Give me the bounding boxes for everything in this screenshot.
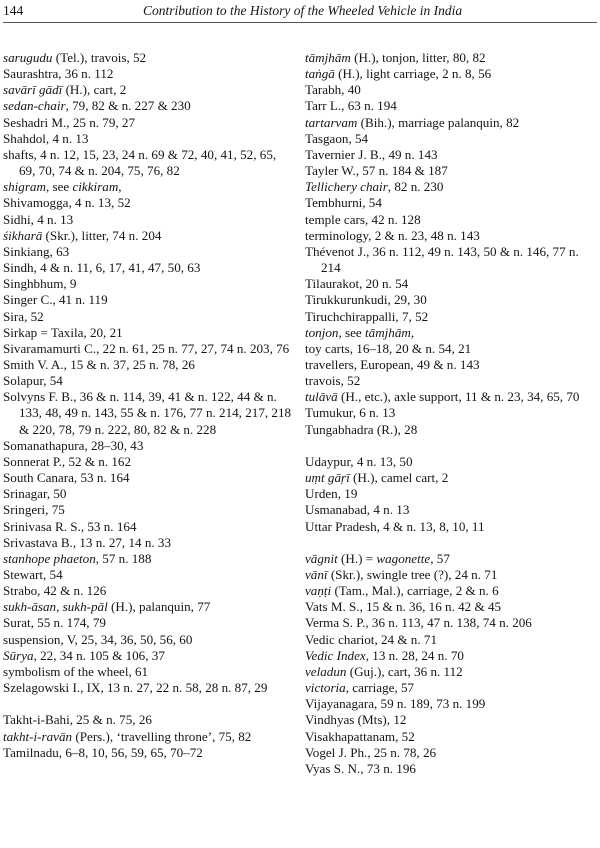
- index-text: (H.) =: [337, 550, 377, 566]
- index-entry: [3, 195, 295, 211]
- index-entry: [3, 438, 295, 454]
- index-text: , carriage, 57: [345, 680, 415, 696]
- index-entry: [3, 309, 295, 325]
- index-entry: [3, 341, 295, 357]
- index-entry: [305, 50, 597, 66]
- index-text: Tavernier J. B., 49 n. 143: [305, 146, 438, 162]
- index-term-italic: sedan-chair: [3, 98, 66, 114]
- index-entry: [305, 599, 597, 615]
- index-entry: [305, 664, 597, 680]
- index-entry: [305, 325, 597, 341]
- index-entry: [3, 551, 295, 567]
- index-text: Strabo, 42 & n. 126: [3, 583, 107, 599]
- index-entry: [305, 341, 597, 357]
- index-entry: [305, 648, 597, 664]
- index-text: , 82 n. 230: [387, 179, 444, 195]
- index-text: travois, 52: [305, 373, 361, 389]
- index-entry: [3, 82, 295, 98]
- index-entry: [3, 212, 295, 228]
- index-text: Singhbhum, 9: [3, 276, 77, 292]
- index-entry: [3, 325, 295, 341]
- index-entry: [305, 163, 597, 179]
- index-text: Tilaurakot, 20 n. 54: [305, 276, 409, 292]
- index-text: (Skr.), swingle tree (?), 24 n. 71: [327, 566, 498, 582]
- index-term-italic: vaṇṭi: [305, 583, 332, 599]
- index-entry: [305, 228, 597, 244]
- index-entry: [305, 680, 597, 696]
- index-term-italic: cikkiram,: [72, 179, 122, 195]
- index-entry: [305, 131, 597, 147]
- index-text: Visakhapattanam, 52: [305, 728, 415, 744]
- index-entry: [3, 179, 295, 195]
- index-text: Vijayanagara, 59 n. 189, 73 n. 199: [305, 696, 486, 712]
- index-entry: [305, 179, 597, 195]
- index-entry: [3, 680, 295, 696]
- index-column-right: [305, 50, 597, 777]
- index-text: Solvyns F. B., 36 & n. 114, 39, 41 & n. 122, 44 & n. 133, 48, 49 n. 143, 55 & n. 176, 77 n. 214, 217, 218 & 220, 78, 79 n. 222, 80, 82 & n. 228: [3, 389, 292, 437]
- index-text: (H.), cart, 2: [62, 82, 127, 98]
- index-entry: [3, 66, 295, 82]
- index-text: Saurashtra, 36 n. 112: [3, 66, 114, 82]
- index-text: Somanathapura, 28–30, 43: [3, 437, 144, 453]
- index-entry: [3, 115, 295, 131]
- index-term-italic: shigram: [3, 179, 46, 195]
- index-text: Srivastava B., 13 n. 27, 14 n. 33: [3, 534, 172, 550]
- index-entry: [3, 454, 295, 470]
- index-text: Solapur, 54: [3, 373, 63, 389]
- index-term-italic: śikharā: [3, 227, 43, 243]
- index-entry: [3, 292, 295, 308]
- index-text: Smith V. A., 15 & n. 37, 25 n. 78, 26: [3, 356, 195, 372]
- index-entry: [3, 373, 295, 389]
- index-text: Vedic chariot, 24 & n. 71: [305, 631, 437, 647]
- index-entry: [305, 389, 597, 405]
- index-entry: [305, 519, 597, 535]
- index-text: Verma S. P., 36 n. 113, 47 n. 138, 74 n. 206: [305, 615, 532, 631]
- index-text: symbolism of the wheel, 61: [3, 663, 149, 679]
- index-entry: [3, 712, 295, 728]
- index-term-italic: Sūrya: [3, 647, 34, 663]
- index-entry: [305, 454, 597, 470]
- index-text: Singer C., 41 n. 119: [3, 292, 108, 308]
- index-text: Thévenot J., 36 n. 112, 49 n. 143, 50 & n. 146, 77 n. 214: [305, 243, 579, 276]
- index-text: (H.), camel cart, 2: [349, 470, 449, 486]
- index-entry: [3, 567, 295, 583]
- running-header: [3, 3, 597, 23]
- index-entry: [3, 632, 295, 648]
- index-term-italic: Vedic Index: [305, 647, 366, 663]
- index-text: (Tel.), travois, 52: [52, 50, 147, 65]
- index-term-italic: vāgnit: [305, 550, 338, 566]
- index-entry: [305, 82, 597, 98]
- index-entry: [305, 696, 597, 712]
- index-entry: [305, 615, 597, 631]
- index-entry: [305, 761, 597, 777]
- letter-group-gap: [305, 535, 597, 551]
- index-entry: [3, 244, 295, 260]
- index-term-italic: vānī: [305, 566, 328, 582]
- index-text: (H.), light carriage, 2 n. 8, 56: [334, 66, 492, 82]
- index-text: Srinivasa R. S., 53 n. 164: [3, 518, 137, 534]
- index-text: Tembhurni, 54: [305, 195, 382, 211]
- index-term-italic: takht-i-ravān: [3, 728, 73, 744]
- index-text: shafts, 4 n. 12, 15, 23, 24 n. 69 & 72, 40, 41, 52, 65, 69, 70, 74 & n. 204, 75, 76, 82: [3, 146, 277, 179]
- index-term-italic: victoria: [305, 680, 346, 696]
- index-entry: [305, 98, 597, 114]
- index-text: Tayler W., 57 n. 184 & 187: [305, 163, 448, 179]
- index-entry: [305, 212, 597, 228]
- index-entry: [305, 745, 597, 761]
- index-entry: [3, 729, 295, 745]
- index-term-italic: sukh-āsan, sukh-pāl: [3, 599, 108, 615]
- index-entry: [3, 260, 295, 276]
- index-text: Tumukur, 6 n. 13: [305, 405, 396, 421]
- index-text: Sirkap = Taxila, 20, 21: [3, 324, 123, 340]
- index-text: Tamilnadu, 6–8, 10, 56, 59, 65, 70–72: [3, 744, 203, 760]
- index-entry: [3, 357, 295, 373]
- index-text: Tungabhadra (R.), 28: [305, 421, 418, 437]
- index-entry: [3, 486, 295, 502]
- index-text: (Bih.), marriage palanquin, 82: [357, 114, 520, 130]
- index-text: Sinkiang, 63: [3, 243, 70, 259]
- index-text: Sonnerat P., 52 & n. 162: [3, 453, 132, 469]
- index-entry: [3, 470, 295, 486]
- index-term-italic: uṃt gāṛī: [305, 470, 350, 486]
- index-entry: [305, 115, 597, 131]
- index-entry: [305, 729, 597, 745]
- index-entry: [305, 276, 597, 292]
- index-term-italic: taṅgā: [305, 66, 335, 82]
- index-text: Vogel J. Ph., 25 n. 78, 26: [305, 744, 437, 760]
- index-text: (H.), palanquin, 77: [107, 599, 211, 615]
- index-entry: [3, 131, 295, 147]
- index-text: , see: [45, 179, 73, 195]
- index-text: , 13 n. 28, 24 n. 70: [365, 647, 464, 663]
- index-column-left: [3, 50, 295, 761]
- letter-group-gap: [3, 696, 295, 712]
- index-text: Tirukkurunkudi, 29, 30: [305, 292, 427, 308]
- index-term-italic: tonjon: [305, 324, 339, 340]
- index-text: , 57: [430, 550, 450, 566]
- index-text: (H.), tonjon, litter, 80, 82: [350, 50, 486, 65]
- index-text: Sindh, 4 & n. 11, 6, 17, 41, 47, 50, 63: [3, 260, 201, 276]
- running-title: Contribution to the History of the Wheeled Vehicle in India: [143, 3, 463, 18]
- index-text: Tiruchchirappalli, 7, 52: [305, 308, 429, 324]
- index-term-italic: tāmjhām: [305, 50, 351, 65]
- index-text: (Pers.), ‘travelling throne’, 75, 82: [72, 728, 252, 744]
- index-entry: [305, 502, 597, 518]
- index-text: Vats M. S., 15 & n. 36, 16 n. 42 & 45: [305, 599, 502, 615]
- index-text: Shivamogga, 4 n. 13, 52: [3, 195, 131, 211]
- index-entry: [3, 583, 295, 599]
- index-entry: [305, 66, 597, 82]
- index-text: Stewart, 54: [3, 567, 63, 582]
- index-text: , 57 n. 188: [95, 550, 152, 566]
- index-entry: [305, 292, 597, 308]
- index-entry: [305, 195, 597, 211]
- index-text: , see: [338, 324, 366, 340]
- index-entry: [3, 535, 295, 551]
- header-rule: [3, 22, 597, 23]
- index-text: Usmanabad, 4 n. 13: [305, 502, 410, 518]
- index-entry: [3, 276, 295, 292]
- index-text: Srinagar, 50: [3, 486, 67, 502]
- index-entry: [305, 551, 597, 567]
- index-text: , 79, 82 & n. 227 & 230: [65, 98, 191, 114]
- index-text: Shahdol, 4 n. 13: [3, 130, 89, 146]
- index-entry: [3, 98, 295, 114]
- index-text: (Guj.), cart, 36 n. 112: [346, 663, 463, 679]
- index-term-italic: sarugudu: [3, 50, 53, 65]
- index-term-italic: tāmjhām,: [365, 324, 415, 340]
- index-text: Vindhyas (Mts), 12: [305, 712, 407, 728]
- index-text: , 22, 34 n. 105 & 106, 37: [33, 647, 165, 663]
- index-text: Uttar Pradesh, 4 & n. 13, 8, 10, 11: [305, 518, 485, 534]
- index-entry: [3, 648, 295, 664]
- index-entry: [3, 519, 295, 535]
- index-entry: [3, 147, 295, 179]
- index-text: Urden, 19: [305, 486, 358, 502]
- index-text: (Tam., Mal.), carriage, 2 & n. 6: [331, 583, 499, 599]
- index-text: temple cars, 42 n. 128: [305, 211, 421, 227]
- index-entry: [3, 389, 295, 437]
- index-text: Tasgaon, 54: [305, 130, 369, 146]
- index-entry: [305, 470, 597, 486]
- index-entry: [305, 712, 597, 728]
- index-text: Sivaramamurti C., 22 n. 61, 25 n. 77, 27, 74 n. 203, 76: [3, 340, 290, 356]
- index-text: Tarabh, 40: [305, 82, 361, 98]
- index-entry: [305, 405, 597, 421]
- page-number: 144: [3, 3, 24, 18]
- index-text: Sringeri, 75: [3, 502, 65, 518]
- index-entry: [305, 583, 597, 599]
- index-text: South Canara, 53 n. 164: [3, 470, 130, 486]
- index-entry: [3, 50, 295, 66]
- index-entry: [305, 357, 597, 373]
- index-text: travellers, European, 49 & n. 143: [305, 356, 480, 372]
- letter-group-gap: [305, 438, 597, 454]
- index-text: (Skr.), litter, 74 n. 204: [42, 227, 162, 243]
- index-text: (H., etc.), axle support, 11 & n. 23, 34, 65, 70: [337, 389, 580, 405]
- index-entry: [3, 615, 295, 631]
- index-text: Seshadri M., 25 n. 79, 27: [3, 114, 136, 130]
- index-entry: [3, 228, 295, 244]
- index-term-italic: tulāvā: [305, 389, 338, 405]
- index-term-italic: savārī gādī: [3, 82, 63, 98]
- index-text: Udaypur, 4 n. 13, 50: [305, 453, 413, 469]
- index-term-italic: veladun: [305, 663, 347, 679]
- index-text: suspension, V, 25, 34, 36, 50, 56, 60: [3, 631, 193, 647]
- index-term-italic: tartarvam: [305, 114, 358, 130]
- index-text: Szelagowski I., IX, 13 n. 27, 22 n. 58, 28 n. 87, 29: [3, 680, 268, 696]
- index-term-italic: stanhope phaeton: [3, 550, 96, 566]
- index-text: Surat, 55 n. 174, 79: [3, 615, 106, 631]
- index-text: toy carts, 16–18, 20 & n. 54, 21: [305, 340, 472, 356]
- index-entry: [3, 745, 295, 761]
- index-entry: [3, 502, 295, 518]
- index-text: Takht-i-Bahi, 25 & n. 75, 26: [3, 712, 152, 728]
- index-entry: [305, 147, 597, 163]
- index-entry: [305, 632, 597, 648]
- index-text: terminology, 2 & n. 23, 48 n. 143: [305, 227, 480, 243]
- index-text: Tarr L., 63 n. 194: [305, 98, 397, 114]
- index-term-italic: Tellichery chair: [305, 179, 388, 195]
- index-term-italic: wagonette: [376, 550, 431, 566]
- index-entry: [305, 373, 597, 389]
- index-entry: [305, 567, 597, 583]
- index-text: Sira, 52: [3, 308, 44, 324]
- index-text: Vyas S. N., 73 n. 196: [305, 760, 416, 776]
- index-entry: [305, 422, 597, 438]
- index-text: Sidhi, 4 n. 13: [3, 211, 74, 227]
- index-entry: [305, 486, 597, 502]
- index-entry: [305, 244, 597, 276]
- index-entry: [3, 599, 295, 615]
- index-entry: [305, 309, 597, 325]
- index-entry: [3, 664, 295, 680]
